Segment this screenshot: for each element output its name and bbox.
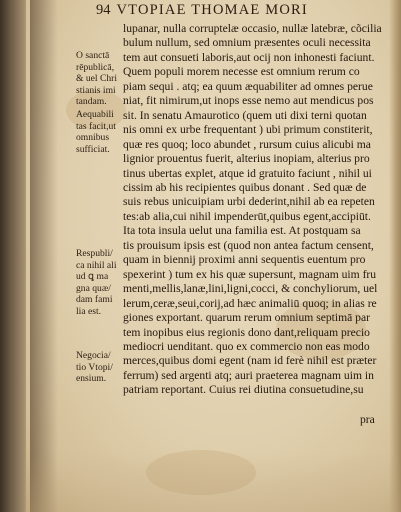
text-line: spexerint ) tum ex his quæ supersunt, magnam uim fru <box>123 267 377 281</box>
text-line: tem inopibus eius regionis dono dant,reliquam precio <box>123 325 370 339</box>
margin-note-line: stianis imi <box>76 84 116 96</box>
margin-note-line: ud ꝗ ma <box>76 271 109 283</box>
margin-note-aequabilitas <box>76 109 124 155</box>
margin-note-line: dam fami <box>76 294 113 306</box>
text-line: cissim ab his recipientes quibus donant . Sed quæ de <box>123 180 367 194</box>
margin-note-line: omnibus <box>76 132 110 144</box>
text-line: tinus ubertas explet, atque id gratuito faciunt , nihil ui <box>123 166 372 180</box>
text-line: tes:ab alia,cui nihil impenderūt,quibus egent,accipiūt. <box>123 209 371 223</box>
page-number: 94 <box>96 2 111 18</box>
text-line: patriam reportant. Cuius rei diutina consuetudine,su <box>123 383 364 397</box>
text-line: menti,mellis,lanæ,lini,ligni,cocci, & conchyliorum, uel <box>123 282 378 296</box>
text-line: giones exportant. quarum rerum omnium septimā par <box>123 311 370 325</box>
margin-note-line: ca nihil ali <box>76 259 117 271</box>
margin-note-line: gna quæ/ <box>76 282 111 294</box>
text-line: bulum nullum, sed omnium præsentes oculi necessita <box>123 36 371 50</box>
margin-note-republica <box>76 50 124 108</box>
margin-note-line: tas facit,ut <box>76 120 116 132</box>
margin-note-line: ensium. <box>76 373 107 385</box>
margin-note-line: tandam. <box>76 96 107 108</box>
margin-note-line: Respubli/ <box>76 248 113 259</box>
running-head <box>96 2 396 19</box>
text-line: mediocri uenditant. quo ex commercio non eas modo <box>123 339 370 353</box>
margin-note-respublica <box>76 248 124 318</box>
text-line: lerum,ceræ,seui,corij,ad hæc animaliū quoq; in alias re <box>123 296 377 310</box>
text-line: ferrum) sed argenti atq; auri praeterea magnam uim in <box>123 368 374 382</box>
text-line: lupanar, nulla corruptelæ occasio, nullæ latebræ, cõcilia <box>123 22 382 35</box>
text-line: tem aut consueti laboris,aut ocij non inhonesti faciunt. <box>123 50 375 64</box>
margin-note-line: O sanctā <box>76 50 110 61</box>
text-line: lignior prouentus fuerit, alterius inopiam, alterius pro <box>123 152 370 166</box>
text-line: nis omni ex urbe frequentant ) ubi primum constiterit, <box>123 123 373 137</box>
margin-note-line: rēpublicā, <box>76 61 115 73</box>
margin-note-line: & uel Chri <box>76 73 118 85</box>
margin-note-line: tio Vtopi/ <box>76 361 113 373</box>
text-line: quæ res quoq; loco abundet , rursum cuius alicubi ma <box>123 137 371 151</box>
text-line: suis rebus unicuipiam urbi dederint,nihil ab ea repeten <box>123 195 375 209</box>
text-line: Quem populi morem necesse est omnium rerum co <box>123 65 360 79</box>
margin-note-line: Aequabili <box>76 109 114 120</box>
text-line: piam sequi . atq; ea quum æquabiliter ad omnes perue <box>123 79 373 93</box>
body-text <box>123 22 393 398</box>
text-line: quam in biennij proximi anni sequentis euentum pro <box>123 253 366 267</box>
margin-note-line: sufficiat. <box>76 143 110 155</box>
text-line: merces,quibus domi egent (nam id ferè nihil est præter <box>123 354 377 368</box>
text-line: Ita tota insula uelut una familia est. At postquam sa <box>123 224 361 238</box>
text-line: tis prouisum ipsis est (quod non antea factum censent, <box>123 238 374 252</box>
margin-note-line: lia est. <box>76 305 102 317</box>
text-line: sit. In senatu Amaurotico (quem uti dixi terni quotan <box>123 108 367 122</box>
margin-note-negociatio <box>76 350 124 385</box>
catchword: pra <box>360 413 375 426</box>
running-title: VTOPIAE THOMAE MORI <box>116 2 308 18</box>
margin-note-line: Negocia/ <box>76 350 111 361</box>
text-line: niat, fit nimirum,ut inops esse nemo aut mendicus pos <box>123 94 374 108</box>
